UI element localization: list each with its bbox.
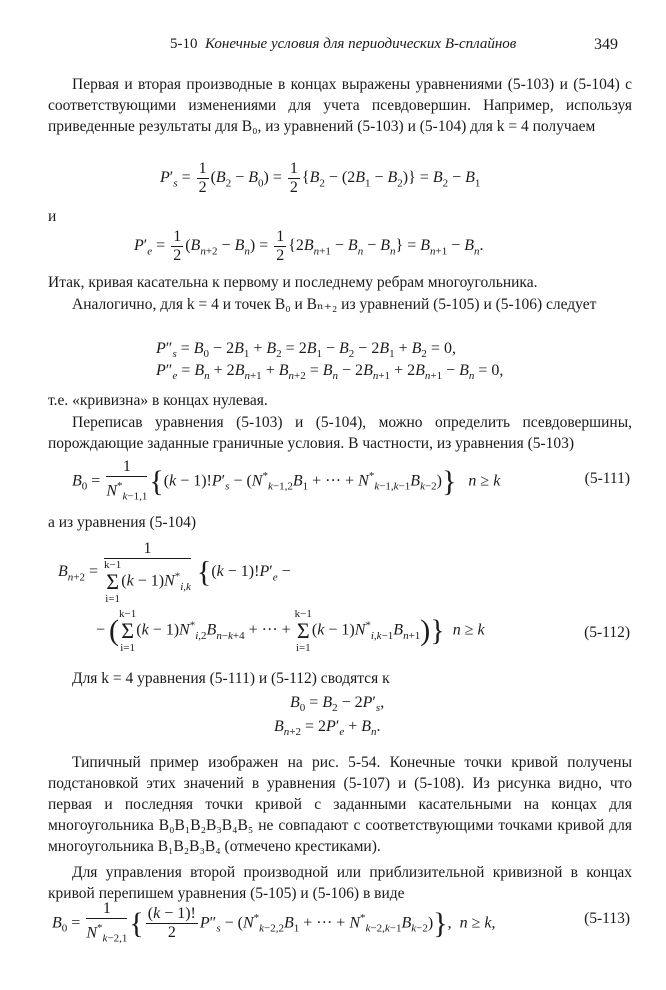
paragraph-4: т.е. «кривизна» в концах нулевая.	[48, 392, 268, 409]
equation-bn2-line2: − (k−1 Σ $i=1(k - 1)N^*_{i,2}B_{n-k+4}$ + ··· + k−1 Σ $i=1(k - 1)N^*_{i,k-1}B_{n+1}$)} n ≥ k	[96, 608, 485, 654]
paragraph-1: Первая и вторая производные в концах выражены уравнениями (5-103) и (5-104) с соответствующими изменениями для учета псевдовершин. Например, используя приведенные результаты для B₀, из уравнений (5-103) и (5-104) для k = 4 получаем	[48, 76, 632, 135]
equation-b0: $B_0$ = $\frac{1}{N^*_{k-1,1}}$ {$(k - 1)!P'_s - (N^*_{k-1,2}B_1$ + ··· + $N^*_{k-1,k-1}B_{k-2}$)} n ≥ k	[72, 458, 501, 503]
paragraph-3: Аналогично, для k = 4 и точек B₀ и Bₙ₊₂ из уравнений (5-105) и (5-106) следует	[72, 296, 597, 313]
page-number: 349	[594, 36, 618, 53]
paragraph-9: Для управления второй производной или приблизительной кривизной в концах кривой перепишем уравнения (5-105) и (5-106) в виде	[48, 864, 632, 902]
paragraph-8: Типичный пример изображен на рис. 5-54. Конечные точки кривой получены подстановкой этих значений в уравнения (5-107) и (5-108). Из рисунка видно, что первая и последняя точки кривой с заданными касательными на концах для многоугольника B₀B₁B₂B₃B₄B₅ не совпадают с соответствующими точками кривой для многоугольника B₁B₂B₃B₄ (отмечено крестиками).	[48, 754, 632, 855]
equation-number-113: (5-113)	[584, 910, 630, 927]
equation-number-111: (5-111)	[584, 470, 630, 487]
paragraph-5: Переписав уравнения (5-103) и (5-104), можно определить псевдовершины, порождающие заданные граничные условия. В частности, из уравнения (5-103)	[48, 414, 632, 452]
equation-ps-double-prime: $P''_s = B_0 - 2B_1 + B_2 = 2B_1 - B_2 - 2B_1 + B_2 = 0$,	[156, 340, 456, 361]
equation-pe-prime: $P'_e$ = $\frac{1}{2}$ $(B_{n+2} - B_n)$ = $\frac{1}{2}$ $\{2B_{n+1} - B_n - B_n\} = B_{n+1} - B_n$.	[134, 228, 484, 264]
equation-pe-double-prime: $P''_e = B_n + 2B_{n+1} + B_{n+2} = B_n - 2B_{n+1} + 2B_{n+1} - B_n = 0$,	[156, 362, 504, 383]
paragraph-7: Для k = 4 уравнения (5-111) и (5-112) сводятся к	[72, 670, 390, 687]
equation-b0-k4: $B_0 = B_2 - 2P'_s$,	[290, 694, 385, 715]
section-title: 5-10 Конечные условия для периодических B-сплайнов	[170, 36, 517, 52]
equation-bn2-k4: $B_{n+2} = 2P'_e + B_n$.	[274, 718, 381, 739]
conjunction-and: и	[48, 208, 57, 225]
equation-b0-second: $B_0$ = $\frac{1}{N^*_{k-2,1}}$ { $\frac{(k - 1)!}{2}$ $P''_s - (N^*_{k-2,2}B_1$ + ··· + $N^*_{k-2,k-1}B_{k-2}$)}, n ≥ k,	[52, 900, 496, 945]
equation-ps-prime: $P'_s$ = $\frac{1}{2}$ $(B_2 - B_0)$ = $\frac{1}{2}$ $\{B_2 - (2B_1 - B_2)\} = B_2 - B_1$	[160, 160, 481, 196]
equation-number-112: (5-112)	[584, 624, 630, 641]
paragraph-2: Итак, кривая касательна к первому и последнему ребрам многоугольника.	[48, 274, 538, 291]
running-header	[48, 36, 618, 58]
paragraph-6: а из уравнения (5-104)	[48, 514, 196, 531]
equation-bn2-line1: $B_{n+2}$ = 1 k−1 Σ $i=1(k - 1)N^*_{i,k}$ {$(k - 1)!P'_e$ −	[58, 540, 291, 605]
